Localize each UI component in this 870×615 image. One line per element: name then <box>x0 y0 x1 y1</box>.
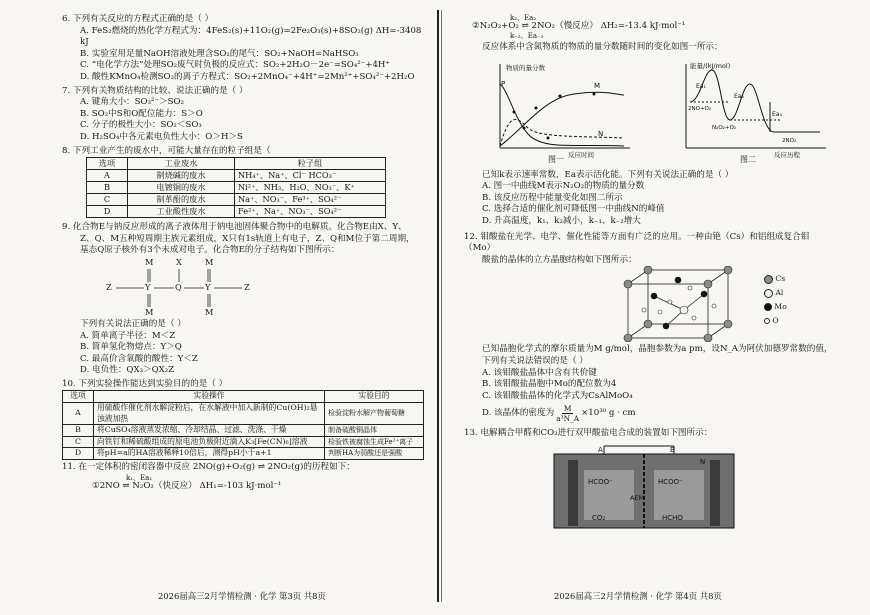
q6-option-c: C. “电化学方法”处理SO₂废气时负极的反应式：SO₂+2H₂O－2e⁻=SO₄²⁻+4H⁺ <box>80 60 390 71</box>
electrode-b-label: B <box>670 445 675 454</box>
fig2-intermediate: N₂O₂+O₂ <box>712 124 736 131</box>
table-row <box>63 448 424 460</box>
q7-option-b: B. SO₂中S和O配位能力：S＞O <box>80 108 203 119</box>
figure-1-caption: 图一 <box>548 154 564 164</box>
curve-p <box>500 81 624 146</box>
table-cell: C <box>87 194 128 206</box>
density-fraction <box>556 404 579 423</box>
fig1-ylabel: 物质的量分数 <box>506 63 545 72</box>
column-divider <box>437 10 439 602</box>
q11-ask: 已知k表示速率常数，Ea表示活化能。下列有关说法正确的是（ ） <box>482 169 734 180</box>
question-12 <box>464 232 834 425</box>
fig2-ea2: Ea₂ <box>734 92 744 100</box>
legend-o-label: O <box>772 316 779 326</box>
question-9-stem-2: Z、Q、M五种短周期主族元素组成，X只有1s轨道上有电子，Z、Q和M位于第二周期， <box>80 233 415 244</box>
q6-option-a: A. FeS₂燃烧的热化学方程式为：4FeS₂(s)+11O₂(g)=2Fe₂O₃(s)+8SO₂(g) ΔH=-3408 kJ <box>80 25 422 48</box>
question-8-stem: 8. 下列工业产生的废水中，可能大量存在的粒子组是（ <box>62 145 271 156</box>
q9-option-a: A. 简单离子半径：M＜Z <box>80 330 176 341</box>
table-cell: B <box>87 182 128 194</box>
q11-option-d: D. 升高温度，k₁、k₂减小，k₋₁、k₋₂增大 <box>482 215 641 226</box>
table-cell: 制烧碱的废水 <box>128 170 235 182</box>
atom-m-top-left: M <box>145 256 154 267</box>
al-atom-icon <box>764 289 773 298</box>
q8-header-wastewater: 工业废水 <box>128 158 235 170</box>
table-row <box>63 425 424 437</box>
q11-option-a: A. 图一中曲线M表示N₂O₂的物质的量分数 <box>482 181 645 192</box>
q11-option-c: C. 选择合适的催化剂可降低图一中曲线N的峰值 <box>482 204 665 215</box>
q6-option-d: D. 酸性KMnO₄检测SO₂的离子方程式：SO₂+2MnO₄⁻+4H⁺=2Mn²⁺+SO₄²⁻+2H₂O <box>80 71 415 82</box>
fig2-ea1: Ea₁ <box>696 82 706 90</box>
figure-1-plot <box>484 58 634 158</box>
table-cell: Ni²⁺、NH₃、H₂O、NO₃⁻、K⁺ <box>235 182 386 194</box>
k2-label: k₂、Ea₂ <box>510 14 537 22</box>
atom-y-left: Y <box>145 281 151 292</box>
o-atom-icon <box>764 318 770 324</box>
column-divider-thin <box>441 10 442 602</box>
fig2-products: 2NO₂ <box>782 137 797 144</box>
question-6-stem: 6. 下列有关反应的方程式正确的是（ ） <box>62 14 214 24</box>
q12-option-a: A. 该钼酸盐晶体中含有共价键 <box>482 367 597 378</box>
table-cell: 检验淀粉水解产物葡萄糖 <box>325 403 424 425</box>
co2-label: CO₂ <box>592 513 606 522</box>
question-6 <box>62 14 424 84</box>
legend-al-label: Al <box>775 288 784 298</box>
table-row <box>63 403 424 425</box>
q12-option-d-label: D. 该晶体的密度为 <box>482 407 555 418</box>
atom-y-right: Y <box>205 281 211 292</box>
electrode-a-label: A <box>598 445 603 454</box>
cs-atom-icon <box>764 275 773 284</box>
table-row <box>87 206 386 218</box>
fig1-xlabel: 反应时间 <box>568 150 594 158</box>
table-cell: Na⁺、NO₃⁻、Fe³⁺、SO₄²⁻ <box>235 194 386 206</box>
crystal-legend <box>764 272 787 328</box>
figure-2-plot <box>670 58 830 158</box>
question-7 <box>62 86 424 144</box>
density-tail: ×10³⁰ g · cm <box>581 407 636 418</box>
k2r-label: k₋₂、Ea₋₂ <box>510 32 544 40</box>
q7-option-a: A. 键角大小：SO₃²⁻＞SO₂ <box>80 97 184 108</box>
legend-cs-label: Cs <box>775 274 786 284</box>
crystal-figure <box>464 266 834 344</box>
atom-q: Q <box>175 281 182 292</box>
molecule-structure <box>102 257 424 319</box>
table-cell: 工业酸性废水 <box>128 206 235 218</box>
q9-option-c: C. 最高价含氧酸的酸性：Y＜Z <box>80 353 198 364</box>
figure-2-caption: 图二 <box>740 154 756 164</box>
q9-option-d: D. 电负性：QX₃＞QX₂Z <box>80 365 175 376</box>
fig1-label-n: N <box>598 129 604 138</box>
q10-table <box>62 390 424 460</box>
table-cell: Fe²⁺、Na⁺、NO₃⁻、SO₄²⁻ <box>235 206 386 218</box>
table-cell: A <box>63 403 94 425</box>
q8-header-particles: 粒子组 <box>235 158 386 170</box>
q10-header-purpose: 实验目的 <box>325 391 424 403</box>
question-10-stem: 10. 下列实验操作能达到实验目的的是（ ） <box>62 378 228 389</box>
table-cell: 用硫酸作催化剂水解淀粉后，在水解液中加入新制的Cu(OH)₂悬浊液加热 <box>94 403 325 425</box>
atom-m-bottom-right: M <box>205 306 214 317</box>
atom-z-left: Z <box>106 281 112 292</box>
q11-figure-description: 反应体系中含氮物质的物质的量分数随时间的变化如图一所示： <box>482 42 723 52</box>
question-12-info-1: 已知晶胞化学式的摩尔质量为M g/mol，晶胞参数为a pm，设N_A为阿伏加德罗常数的值， <box>482 344 833 355</box>
question-12-stem-2: 酸盐的晶体的立方晶胞结构如下图所示： <box>482 254 637 265</box>
q11-step-2: ②N₂O₂+O₂ ⇌ 2NO₂（慢反应） ΔH₂=-13.4 kJ·mol⁻¹ <box>472 21 686 31</box>
curve-n <box>500 119 624 145</box>
atom-x: X <box>176 256 182 267</box>
question-9-stem-3: 基态Q原子核外有3个未成对电子。化合物E的分子结构如下图所示： <box>80 245 340 256</box>
question-9 <box>62 222 424 377</box>
q7-option-c: C. 分子的极性大小：SO₂＜SO₃ <box>80 120 202 131</box>
table-cell: 电镀铜的废水 <box>128 182 235 194</box>
q12-option-c: C. 该钼酸盐晶体的化学式为CsAlMoO₄ <box>482 390 633 401</box>
density-numerator: M <box>563 403 572 413</box>
table-cell: B <box>63 425 94 437</box>
table-row <box>87 194 386 206</box>
q6-option-b: B. 实验室用足量NaOH溶液处理含SO₂的尾气：SO₂+NaOH=NaHSO₃ <box>80 48 359 59</box>
unit-cell-diagram <box>614 266 754 342</box>
table-cell: C <box>63 436 94 448</box>
electrolysis-device <box>544 440 744 530</box>
q8-table <box>86 157 386 218</box>
legend-cs <box>764 272 787 286</box>
fig2-xlabel: 反应历程 <box>774 150 800 158</box>
table-cell: D <box>87 206 128 218</box>
atom-m-bottom-left: M <box>145 306 154 317</box>
table-cell: 判断HA为弱酸还是强酸 <box>325 448 424 460</box>
footer-right: 2026届高三2月学情检测 · 化学 第4页 共8页 <box>554 591 722 601</box>
question-7-stem: 7. 下列有关物质结构的比较、说法正确的是（ ） <box>62 85 248 96</box>
hcoo-right-label: HCOO⁻ <box>658 477 683 486</box>
fig1-label-p: P <box>501 79 506 88</box>
table-cell: A <box>87 170 128 182</box>
q10-header-operation: 实验操作 <box>94 391 325 403</box>
question-10 <box>62 379 424 460</box>
q12-option-b: B. 该钼酸盐晶胞中Mo的配位数为4 <box>482 379 617 390</box>
energy-profile <box>690 70 820 132</box>
figures-row <box>464 54 834 162</box>
q8-header-option: 选项 <box>87 158 128 170</box>
q7-option-d: D. H₂SO₄中各元素电负性大小：O＞H＞S <box>80 131 243 142</box>
legend-al <box>764 286 787 300</box>
table-cell: 制革酚的废水 <box>128 194 235 206</box>
question-11-stem: 11. 在一定体积的密闭容器中反应 2NO(g)+O₂(g) ⇌ 2NO₂(g)的历程如下： <box>62 462 355 473</box>
atom-m-top-right: M <box>205 256 214 267</box>
question-13-stem: 13. 电解耦合甲醛和CO₂进行双甲酸盐电合成的装置如下图所示： <box>464 428 713 439</box>
density-denominator: a³N_A <box>556 413 580 423</box>
question-9-stem-1: 9. 化合物E与钠反应形成的离子液体用于钠电池固体聚合物中的电解质。化合物E由X、Y、 <box>62 222 407 233</box>
hcho-label: HCHO <box>662 513 683 522</box>
fig1-label-m: M <box>594 81 601 90</box>
question-9-ask: 下列有关说法正确的是（ ） <box>80 318 186 329</box>
hcoo-left-label: HCOO⁻ <box>588 477 613 486</box>
q10-header-option: 选项 <box>63 391 94 403</box>
right-column <box>464 14 834 535</box>
table-cell: D <box>63 448 94 460</box>
fig2-reactants: 2NO+O₂ <box>688 105 712 112</box>
k1-label: k₁、Ea₁ <box>126 473 153 482</box>
question-8 <box>62 146 424 219</box>
question-12-info-2: 下列有关说法错误的是（ ） <box>482 355 588 366</box>
electrode-n-label: N <box>700 457 706 466</box>
table-row <box>87 170 386 182</box>
question-12-stem-1: 12. 钼酸盐在光学、电学、催化性能等方面有广泛的应用。一种由铯（Cs）和铝组成复合钼（Mo） <box>464 231 810 254</box>
question-13 <box>464 428 834 534</box>
table-cell: 向铁钉和稀硫酸组成的原电池负极附近滴入K₃[Fe(CN)₆]溶液 <box>94 436 325 448</box>
fig2-ylabel: 能量/(kJ/mol) <box>690 61 731 70</box>
q12-option-d <box>464 402 834 424</box>
table-cell: 检验铁被腐蚀生成Fe²⁺离子 <box>325 436 424 448</box>
legend-o <box>764 314 787 328</box>
left-column <box>62 14 424 496</box>
table-cell: 将CuSO₄溶液蒸发浓缩、冷却结晶、过滤、洗涤、干燥 <box>94 425 325 437</box>
table-row <box>87 182 386 194</box>
mo-atom-icon <box>764 303 772 311</box>
legend-mo-label: Mo <box>774 302 787 312</box>
table-cell: NH₄⁺、Na⁺、Cl⁻ HCO₃⁻ <box>235 170 386 182</box>
question-11 <box>62 462 424 496</box>
footer-left: 2026届高三2月学情检测 · 化学 第3页 共8页 <box>158 591 326 601</box>
table-cell: 将pH=a的HA溶液稀释10倍后，测得pH小于a+1 <box>94 448 325 460</box>
aem-label: AEM <box>630 493 645 502</box>
legend-mo <box>764 300 787 314</box>
atom-z-right: Z <box>244 281 250 292</box>
fig2-ea3: Ea₃ <box>772 110 782 118</box>
table-cell: 制备硫酸铜晶体 <box>325 425 424 437</box>
table-row <box>63 436 424 448</box>
q11-option-b: B. 该反应历程中能量变化如图二所示 <box>482 192 623 203</box>
q9-option-b: B. 简单氢化物熔点：Y＞Q <box>80 342 182 353</box>
q11-step-1: ①2NO ⇌ N₂O₂（快反应） ΔH₁=-103 kJ·mol⁻¹ <box>92 480 282 491</box>
